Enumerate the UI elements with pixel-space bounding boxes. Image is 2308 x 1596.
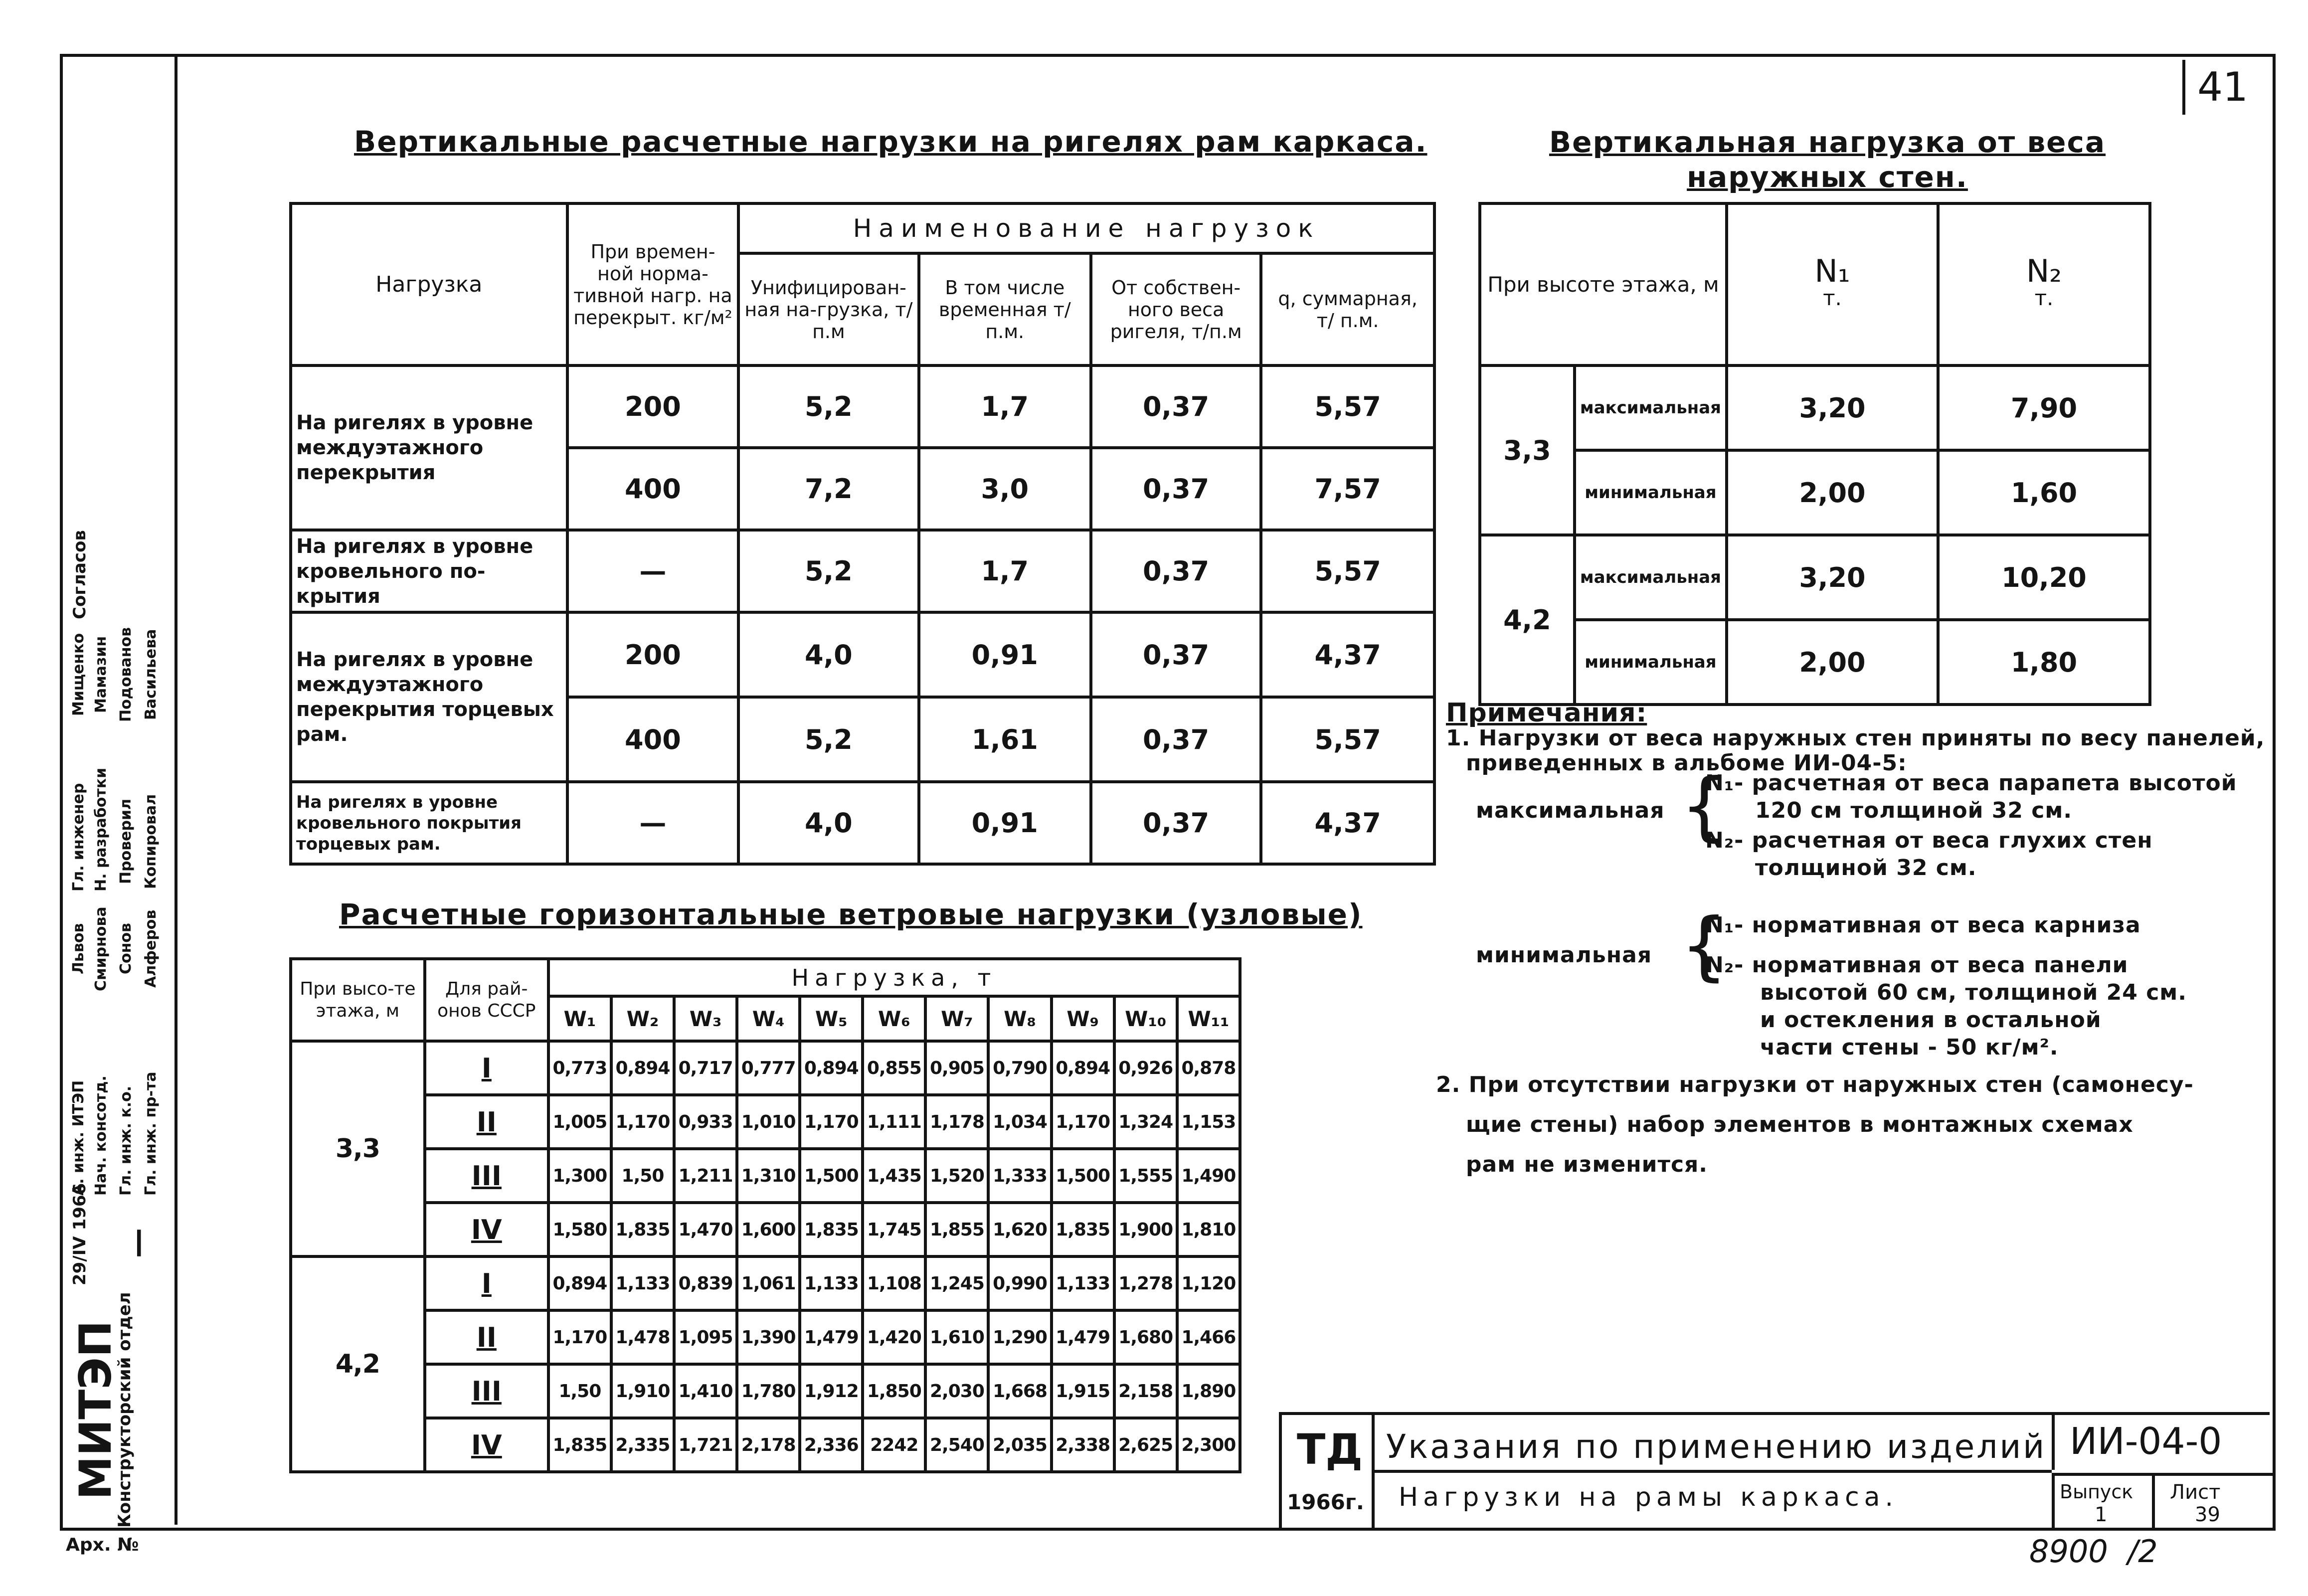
- table-cell: 1,278: [1114, 1256, 1177, 1310]
- stamp-code: ИИ-04-0: [2070, 1420, 2222, 1463]
- table-cell: 400: [567, 697, 739, 782]
- table-cell: 1,7: [919, 365, 1091, 448]
- note-max-brace: {: [1680, 763, 1729, 850]
- role-2: Н. разработки: [92, 767, 110, 891]
- table-cell: 200: [567, 365, 739, 448]
- table-cell: 1,490: [1177, 1149, 1240, 1203]
- table-cell: —: [567, 782, 739, 864]
- table-cell: 1,170: [548, 1310, 611, 1364]
- table-cell: 1,80: [1938, 620, 2150, 705]
- table-cell: 1,410: [674, 1364, 737, 1418]
- role2-4: Гл. инж. пр-та: [142, 1071, 160, 1196]
- table-cell: 2,336: [800, 1418, 863, 1472]
- table-cell: 2,158: [1114, 1364, 1177, 1418]
- table-cell: 1,850: [863, 1364, 925, 1418]
- table-cell: 1,835: [1052, 1203, 1114, 1256]
- signer-3: Сонов: [117, 923, 135, 975]
- title-wind: Расчетные горизонтальные ветровые нагрузки (узловые): [339, 897, 1363, 931]
- header-n1: [1727, 203, 1938, 365]
- header-own-weight: От собствен-ного веса ригеля, т/п.м: [1091, 253, 1261, 365]
- table-cell: 7,57: [1261, 448, 1434, 530]
- table-cell: 1,324: [1114, 1095, 1177, 1149]
- row-label-roof: На ригелях в уровне кровельного по-крытия: [291, 530, 567, 612]
- table-cell: 1,835: [800, 1203, 863, 1256]
- table-cell: 1,290: [988, 1310, 1051, 1364]
- region-cell: I: [425, 1256, 548, 1310]
- dash-mark: —: [120, 1228, 155, 1258]
- table-cell: 1,910: [611, 1364, 674, 1418]
- archive-label: Арх. №: [66, 1535, 139, 1555]
- table-cell: 0,855: [863, 1041, 925, 1095]
- table-cell: —: [567, 530, 739, 612]
- w-label: W₁₁: [1177, 996, 1240, 1041]
- w-label: W₄: [737, 996, 800, 1041]
- title-block: [1279, 1412, 2270, 1528]
- left-title-strip: [60, 54, 178, 1555]
- stamp-sheet-value: 39: [2195, 1503, 2220, 1526]
- table-cell: 1,835: [548, 1418, 611, 1472]
- bottom-note: 8900 /2: [2029, 1533, 2158, 1570]
- w-label: W₃: [674, 996, 737, 1041]
- wind-loads-table: [289, 957, 1242, 1473]
- table-cell: 1,745: [863, 1203, 925, 1256]
- table-cell: 0,37: [1091, 782, 1261, 864]
- stamp-issue-label: Выпуск: [2060, 1481, 2133, 1503]
- region-cell: III: [425, 1149, 548, 1203]
- table-cell: 1,245: [925, 1256, 988, 1310]
- w-label: W₁: [548, 996, 611, 1041]
- table-cell: 0,717: [674, 1041, 737, 1095]
- table-cell: 1,133: [611, 1256, 674, 1310]
- table-cell: 1,810: [1177, 1203, 1240, 1256]
- table-cell: 1,170: [611, 1095, 674, 1149]
- height-cell: 3,3: [291, 1041, 425, 1256]
- table-cell: 1,178: [925, 1095, 988, 1149]
- table-cell: 4,0: [738, 612, 918, 697]
- header-n2-unit: т.: [2034, 285, 2054, 310]
- stamp-sheet-cell: [2152, 1473, 2273, 1531]
- table-cell: 0,894: [611, 1041, 674, 1095]
- table-cell: 0,37: [1091, 530, 1261, 612]
- table-cell: 1,466: [1177, 1310, 1240, 1364]
- signer-4: Алферов: [142, 909, 160, 988]
- region-cell: IV: [425, 1418, 548, 1472]
- table-cell: 1,680: [1114, 1310, 1177, 1364]
- page-number: 41: [2182, 60, 2260, 115]
- role-4: Копировал: [142, 794, 160, 889]
- note-min-label: минимальная: [1476, 942, 1652, 968]
- region-cell: II: [425, 1095, 548, 1149]
- header-floor-height: При высо-те этажа, м: [291, 959, 425, 1041]
- table-cell: 2,00: [1727, 450, 1938, 535]
- row-label-end-floor: На ригелях в уровне междуэтажного перекрытия торцевых рам.: [291, 612, 567, 782]
- header-n2-symbol: N₂: [2026, 252, 2062, 289]
- note-max-n1a: N₁- расчетная от веса парапета высотой: [1705, 770, 2237, 796]
- table-cell: 1,170: [800, 1095, 863, 1149]
- table-cell: 1,520: [925, 1149, 988, 1203]
- height-cell: 4,2: [291, 1256, 425, 1472]
- header-total: q, суммарная, т/ п.м.: [1261, 253, 1434, 365]
- table-cell: 1,300: [548, 1149, 611, 1203]
- table-cell: 5,2: [738, 530, 918, 612]
- table-cell: 2,540: [925, 1418, 988, 1472]
- title-wall-weight: Вертикальная нагрузка от веса наружных стен.: [1549, 125, 2106, 194]
- table-cell: 5,57: [1261, 365, 1434, 448]
- signer-1: Львов: [70, 923, 87, 975]
- table-cell: 0,878: [1177, 1041, 1240, 1095]
- table-cell: 0,91: [919, 612, 1091, 697]
- note-max-n2b: толщиной 32 см.: [1755, 855, 1977, 881]
- table-cell: 1,470: [674, 1203, 737, 1256]
- note-min-n2a: N₂- нормативная от веса панели: [1705, 952, 2129, 978]
- note-min-n2b: высотой 60 см, толщиной 24 см.: [1760, 980, 2187, 1005]
- approver-1: Мищенко: [70, 633, 87, 716]
- w-label: W₁₀: [1114, 996, 1177, 1041]
- kind-cell: максимальная: [1575, 535, 1727, 620]
- table-cell: 200: [567, 612, 739, 697]
- region-cell: IV: [425, 1203, 548, 1256]
- w-label: W₆: [863, 996, 925, 1041]
- vertical-loads-table: [289, 202, 1436, 866]
- note-min-n2c: и остекления в остальной: [1760, 1007, 2102, 1033]
- table-cell: 0,905: [925, 1041, 988, 1095]
- note-max-label: максимальная: [1476, 798, 1665, 823]
- table-cell: 1,600: [737, 1203, 800, 1256]
- table-cell: 2242: [863, 1418, 925, 1472]
- table-cell: 1,133: [1052, 1256, 1114, 1310]
- stamp-divider: [1372, 1470, 2052, 1473]
- region-cell: III: [425, 1364, 548, 1418]
- stamp-code-cell: [2052, 1415, 2273, 1470]
- table-cell: 4,37: [1261, 612, 1434, 697]
- table-cell: 1,333: [988, 1149, 1051, 1203]
- approver-3: Подованов: [117, 627, 135, 722]
- header-region: Для рай-онов СССР: [425, 959, 548, 1041]
- table-cell: 1,500: [1052, 1149, 1114, 1203]
- w-label: W₇: [925, 996, 988, 1041]
- table-cell: 0,990: [988, 1256, 1051, 1310]
- table-cell: 2,00: [1727, 620, 1938, 705]
- note-line-3: 2. При отсутствии нагрузки от наружных стен (самонесу-: [1436, 1072, 2194, 1097]
- note-min-n1: N₁- нормативная от веса карниза: [1705, 912, 2141, 938]
- table-cell: 0,91: [919, 782, 1091, 864]
- table-cell: 1,211: [674, 1149, 737, 1203]
- table-cell: 1,479: [1052, 1310, 1114, 1364]
- table-cell: 2,178: [737, 1418, 800, 1472]
- table-cell: 1,610: [925, 1310, 988, 1364]
- table-cell: 0,37: [1091, 365, 1261, 448]
- table-cell: 1,420: [863, 1310, 925, 1364]
- table-cell: 1,500: [800, 1149, 863, 1203]
- role2-2: Нач. консотд.: [92, 1075, 110, 1196]
- approval-label: Согласов: [70, 530, 90, 620]
- w-label: W₉: [1052, 996, 1114, 1041]
- table-cell: 7,2: [738, 448, 918, 530]
- role-1: Гл. инженер: [70, 783, 87, 891]
- table-cell: 10,20: [1938, 535, 2150, 620]
- signer-2: Смирнова: [92, 906, 110, 991]
- stamp-issue-value: 1: [2095, 1503, 2108, 1526]
- w-label: W₈: [988, 996, 1051, 1041]
- table-cell: 0,37: [1091, 697, 1261, 782]
- table-cell: 400: [567, 448, 739, 530]
- note-min-brace: {: [1680, 902, 1729, 989]
- table-cell: 1,900: [1114, 1203, 1177, 1256]
- title-vertical-loads: Вертикальные расчетные нагрузки на ригелях рам каркаса.: [354, 125, 1427, 159]
- note-line-4: щие стены) набор элементов в монтажных схемах: [1466, 1112, 2133, 1137]
- table-cell: 1,61: [919, 697, 1091, 782]
- table-cell: 1,111: [863, 1095, 925, 1149]
- table-cell: 1,780: [737, 1364, 800, 1418]
- table-cell: 1,7: [919, 530, 1091, 612]
- table-cell: 2,030: [925, 1364, 988, 1418]
- stamp-logo-cell: [1279, 1415, 1375, 1528]
- note-max-n1b: 120 см толщиной 32 см.: [1755, 798, 2073, 823]
- header-floor-height: При высоте этажа, м: [1480, 203, 1727, 365]
- org-name: МИТЭП: [70, 1320, 121, 1500]
- table-cell: 1,912: [800, 1364, 863, 1418]
- header-names: Наименование нагрузок: [738, 203, 1434, 253]
- table-cell: 1,133: [800, 1256, 863, 1310]
- table-cell: 1,310: [737, 1149, 800, 1203]
- notes-heading: Примечания:: [1446, 698, 1647, 728]
- stamp-logo: ТД: [1297, 1425, 1363, 1474]
- wall-weight-table: [1478, 202, 2151, 706]
- table-cell: 3,0: [919, 448, 1091, 530]
- dept-name: Конструкторский отдел: [115, 1292, 135, 1528]
- note-line-5: рам не изменится.: [1466, 1152, 1708, 1177]
- table-cell: 2,625: [1114, 1418, 1177, 1472]
- table-cell: 0,777: [737, 1041, 800, 1095]
- table-cell: 1,855: [925, 1203, 988, 1256]
- kind-cell: минимальная: [1575, 450, 1727, 535]
- note-min-n2d: части стены - 50 кг/м².: [1760, 1035, 2059, 1060]
- table-cell: 4,0: [738, 782, 918, 864]
- table-cell: 1,50: [611, 1149, 674, 1203]
- role-3: Проверил: [117, 799, 135, 885]
- table-cell: 0,839: [674, 1256, 737, 1310]
- note-line-2: приведенных в альбоме ИИ-04-5:: [1466, 750, 1907, 776]
- table-cell: 3,20: [1727, 535, 1938, 620]
- table-cell: 3,20: [1727, 365, 1938, 450]
- table-cell: 1,478: [611, 1310, 674, 1364]
- role2-3: Гл. инж. к.о.: [117, 1085, 135, 1196]
- kind-cell: минимальная: [1575, 620, 1727, 705]
- table-cell: 1,915: [1052, 1364, 1114, 1418]
- table-cell: 7,90: [1938, 365, 2150, 450]
- header-load-t: Нагрузка, т: [548, 959, 1240, 996]
- note-line-1: 1. Нагрузки от веса наружных стен приняты по весу панелей,: [1446, 725, 2265, 751]
- header-normative: При времен-ной норма-тивной нагр. на перекрыт. кг/м²: [567, 203, 739, 365]
- table-cell: 1,721: [674, 1418, 737, 1472]
- table-cell: 1,620: [988, 1203, 1051, 1256]
- table-cell: 0,37: [1091, 612, 1261, 697]
- approver-2: Мамазин: [92, 636, 110, 713]
- table-cell: 1,890: [1177, 1364, 1240, 1418]
- role2-1: А. инж. ИТЭП: [70, 1080, 87, 1196]
- stamp-issue-cell: [2052, 1473, 2152, 1531]
- table-cell: 0,933: [674, 1095, 737, 1149]
- table-cell: 1,061: [737, 1256, 800, 1310]
- stamp-title-1: Указания по применению изделий: [1386, 1427, 2047, 1466]
- table-cell: 1,095: [674, 1310, 737, 1364]
- w-label: W₂: [611, 996, 674, 1041]
- w-label: W₅: [800, 996, 863, 1041]
- table-cell: 1,153: [1177, 1095, 1240, 1149]
- table-cell: 5,2: [738, 365, 918, 448]
- stamp-year: 1966г.: [1287, 1490, 1364, 1514]
- table-cell: 1,60: [1938, 450, 2150, 535]
- table-cell: 1,034: [988, 1095, 1051, 1149]
- table-cell: 0,926: [1114, 1041, 1177, 1095]
- table-cell: 1,108: [863, 1256, 925, 1310]
- approver-4: Васильева: [142, 629, 160, 720]
- height-cell: 3,3: [1480, 365, 1575, 535]
- table-cell: 5,57: [1261, 530, 1434, 612]
- region-cell: I: [425, 1041, 548, 1095]
- stamp-sheet-label: Лист: [2170, 1481, 2221, 1504]
- table-cell: 1,435: [863, 1149, 925, 1203]
- header-load: Нагрузка: [291, 203, 567, 365]
- table-cell: 1,170: [1052, 1095, 1114, 1149]
- table-cell: 1,120: [1177, 1256, 1240, 1310]
- table-cell: 0,790: [988, 1041, 1051, 1095]
- kind-cell: максимальная: [1575, 365, 1727, 450]
- table-cell: 1,010: [737, 1095, 800, 1149]
- table-cell: 1,50: [548, 1364, 611, 1418]
- height-cell: 4,2: [1480, 535, 1575, 705]
- header-unified: Унифицирован-ная на-грузка, т/п.м: [738, 253, 918, 365]
- table-cell: 0,894: [800, 1041, 863, 1095]
- table-cell: 1,580: [548, 1203, 611, 1256]
- table-cell: 0,894: [1052, 1041, 1114, 1095]
- header-n1-symbol: N₁: [1814, 252, 1850, 289]
- table-cell: 1,005: [548, 1095, 611, 1149]
- table-cell: 1,835: [611, 1203, 674, 1256]
- table-cell: 2,035: [988, 1418, 1051, 1472]
- table-cell: 1,555: [1114, 1149, 1177, 1203]
- stamp-title-2: Нагрузки на рамы каркаса.: [1399, 1482, 1899, 1512]
- row-label-floor: На ригелях в уровне междуэтажного перекрытия: [291, 365, 567, 530]
- table-cell: 4,37: [1261, 782, 1434, 864]
- row-label-end-roof: На ригелях в уровне кровельного покрытия торцевых рам.: [291, 782, 567, 864]
- table-cell: 2,338: [1052, 1418, 1114, 1472]
- header-n1-unit: т.: [1823, 285, 1842, 310]
- region-cell: II: [425, 1310, 548, 1364]
- table-cell: 5,57: [1261, 697, 1434, 782]
- table-cell: 0,37: [1091, 448, 1261, 530]
- table-cell: 1,668: [988, 1364, 1051, 1418]
- table-cell: 2,300: [1177, 1418, 1240, 1472]
- table-cell: 1,390: [737, 1310, 800, 1364]
- table-cell: 0,894: [548, 1256, 611, 1310]
- table-cell: 2,335: [611, 1418, 674, 1472]
- header-n2: [1938, 203, 2150, 365]
- table-cell: 1,479: [800, 1310, 863, 1364]
- table-cell: 0,773: [548, 1041, 611, 1095]
- header-temporary: В том числе временная т/ п.м.: [919, 253, 1091, 365]
- table-cell: 5,2: [738, 697, 918, 782]
- date-code: 29/IV 1966: [70, 1183, 90, 1285]
- note-max-n2a: N₂- расчетная от веса глухих стен: [1705, 828, 2153, 853]
